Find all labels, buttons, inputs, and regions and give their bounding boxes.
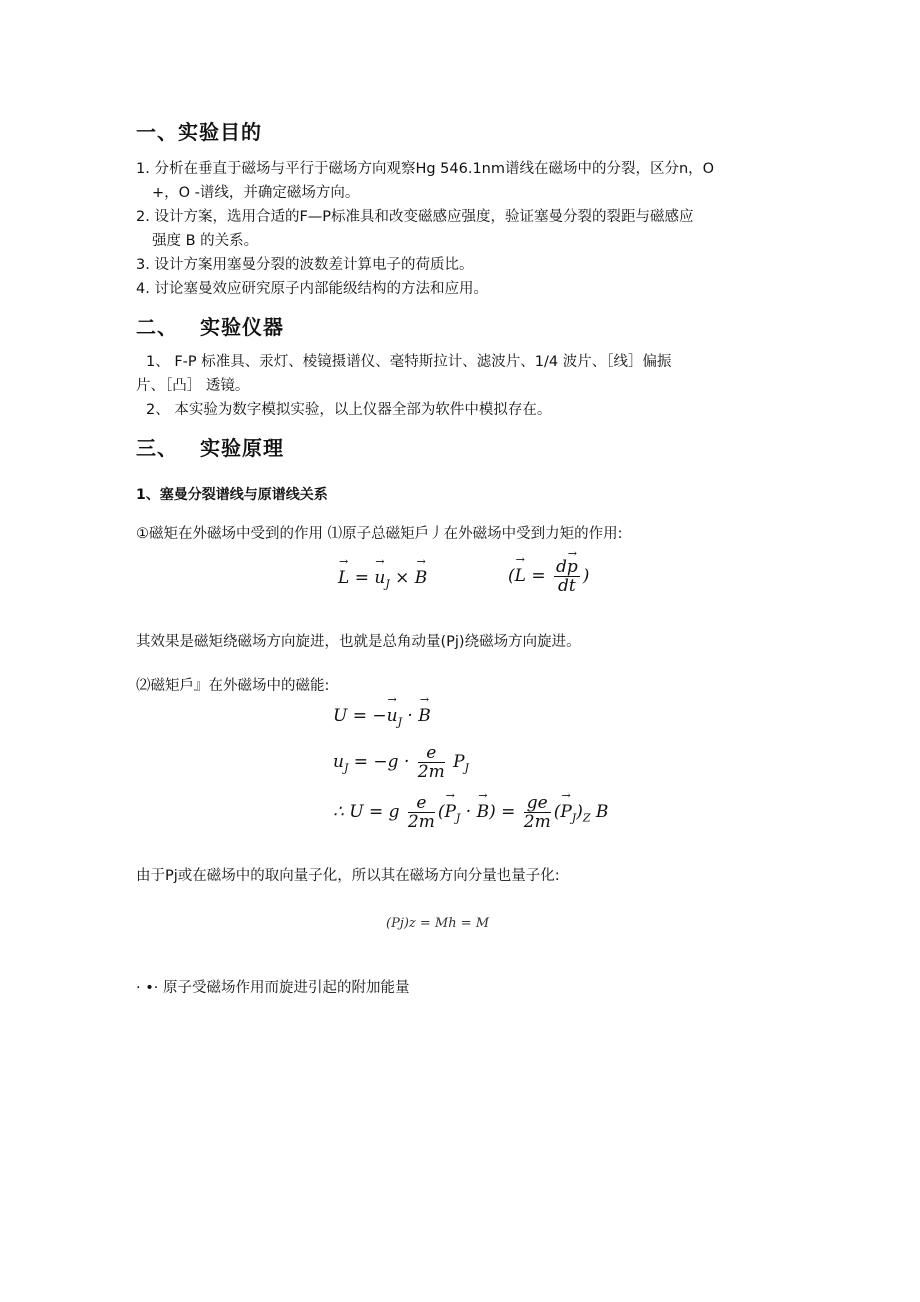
- equation-energy: U = −→ $u_J$ · → B: [333, 706, 431, 728]
- section-title: 实验仪器: [200, 315, 284, 339]
- paragraph-additional-energy: · •· 原子受磁场作用而旋进引起的附加能量: [136, 980, 410, 996]
- paragraph-quantization: 由于Pj或在磁场中的取向量子化，所以其在磁场方向分量也量子化:: [136, 868, 560, 884]
- equation-torque-derivative: (→ L = $\frac{d\to p}{dt}$ ): [508, 558, 589, 595]
- equation-quantized-component: (Pj)z = Mh = M: [386, 916, 490, 931]
- purpose-item-2-cont: 强度 B 的关系。: [152, 233, 259, 249]
- section-heading-principle: [136, 432, 284, 461]
- equation-magnetic-moment: $u_J = -g$ · $\frac{e}{2m}$ $P_J$: [333, 743, 469, 782]
- paragraph-precession: 其效果是磁矩绕磁场方向旋进，也就是总角动量(Pj)绕磁场方向旋进。: [136, 634, 581, 650]
- purpose-item-3: 3. 设计方案用塞曼分裂的波数差计算电子的荷质比。: [136, 257, 474, 273]
- section-heading-purpose: 一、实验目的: [136, 120, 262, 144]
- instrument-item-1-cont: 片、［凸］ 透镜。: [136, 378, 250, 394]
- section-number: 三、: [136, 436, 178, 460]
- section-title: 实验原理: [200, 436, 284, 460]
- purpose-item-1: 1. 分析在垂直于磁场与平行于磁场方向观察Hg 546.1nm谱线在磁场中的分裂，区分n，O: [136, 161, 715, 177]
- section-heading-instruments: [136, 311, 284, 340]
- paragraph-torque: ①磁矩在外磁场中受到的作用 ⑴原子总磁矩戶丿在外磁场中受到力矩的作用:: [136, 526, 623, 542]
- purpose-item-1-cont: +，O -谱线，并确定磁场方向。: [152, 185, 360, 201]
- equation-torque: → L = → $u_J$ × → B: [338, 568, 427, 590]
- equation-energy-expanded: ∴ U = g $\frac{e}{2m}$ (→ $P_J$ · → B) = $\frac{ge}{2m}$ (→ $P_J)_Z$ B: [333, 794, 608, 831]
- purpose-item-2: 2. 设计方案，选用合适的F—P标准具和改变磁感应强度，验证塞曼分裂的裂距与磁感应: [136, 209, 694, 225]
- subsection-heading: 1、塞曼分裂谱线与原谱线关系: [136, 487, 328, 503]
- instrument-item-1: 1、 F-P 标准具、汞灯、棱镜摄谱仪、毫特斯拉计、滤波片、1/4 波片、［线］偏振: [146, 354, 672, 370]
- instrument-item-2: 2、 本实验为数字模拟实验，以上仪器全部为软件中模拟存在。: [146, 402, 552, 418]
- section-number: 二、: [136, 315, 178, 339]
- purpose-item-4: 4. 讨论塞曼效应研究原子内部能级结构的方法和应用。: [136, 281, 488, 297]
- paragraph-magnetic-energy: ⑵磁矩戶』在外磁场中的磁能:: [136, 678, 330, 694]
